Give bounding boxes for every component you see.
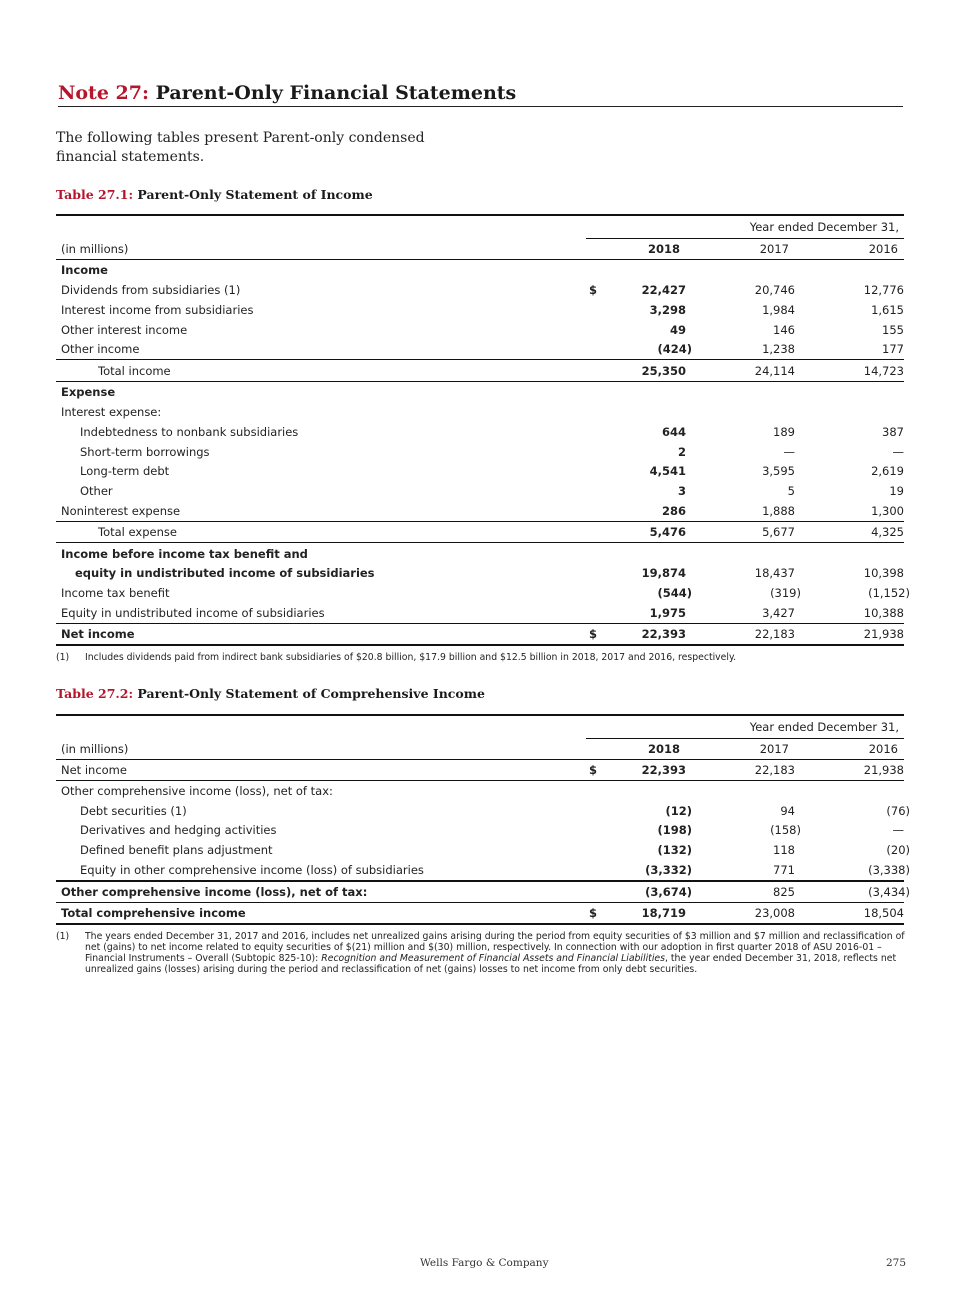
value-2016: (1,152) xyxy=(868,586,910,600)
value-2018: 49 xyxy=(669,323,686,337)
row-label: Other comprehensive income (loss), net of tax: xyxy=(61,784,333,798)
row-label: Total expense xyxy=(98,525,177,539)
column-header-2018: 2018 xyxy=(647,742,680,756)
table-row xyxy=(56,760,904,781)
footnote-number: (1) xyxy=(56,652,70,663)
value-2017: 189 xyxy=(773,425,795,439)
value-2017: 771 xyxy=(773,863,795,877)
row-label: Indebtedness to nonbank subsidiaries xyxy=(80,425,299,439)
note-title: Parent-Only Financial Statements xyxy=(155,82,517,104)
table-title: Parent-Only Statement of Comprehensive Income xyxy=(137,686,485,701)
table-row xyxy=(56,402,904,422)
value-2018: 18,719 xyxy=(641,906,686,920)
value-2016: 21,938 xyxy=(863,627,904,641)
value-2018: 5,476 xyxy=(649,525,686,539)
value-2016: — xyxy=(892,823,904,837)
table-row xyxy=(56,422,904,442)
value-2017: 23,008 xyxy=(754,906,795,920)
unit-label: (in millions) xyxy=(61,742,129,756)
row-label: Equity in other comprehensive income (loss) of subsidiaries xyxy=(80,863,424,877)
year-caption-row xyxy=(56,717,904,737)
note-label: Note 27: xyxy=(58,82,149,104)
footnote-text: Includes dividends paid from indirect bank subsidiaries of $20.8 billion, $17.9 billion and $12.5 billion in 2018, 2017 and 2016, respectively. xyxy=(85,652,737,663)
table-row xyxy=(56,461,904,481)
value-2016: — xyxy=(892,445,904,459)
value-2017: 1,984 xyxy=(762,303,795,317)
value-2017: 146 xyxy=(773,323,795,337)
value-2018: (544) xyxy=(657,586,692,600)
value-2017: 1,888 xyxy=(762,504,795,518)
value-2016: 21,938 xyxy=(863,763,904,777)
intro-paragraph: The following tables present Parent-only condensed financial statements. xyxy=(56,130,425,165)
value-2017: 5,677 xyxy=(762,525,795,539)
footer-company: Wells Fargo & Company xyxy=(420,1257,549,1269)
column-header-2016: 2016 xyxy=(868,742,898,756)
row-label: Other income xyxy=(61,342,140,356)
currency-symbol: $ xyxy=(589,906,598,920)
row-label: Defined benefit plans adjustment xyxy=(80,843,273,857)
row-label: Short-term borrowings xyxy=(80,445,210,459)
value-2018: (424) xyxy=(657,342,692,356)
table-top-rule xyxy=(56,214,904,216)
table-row xyxy=(56,481,904,501)
row-label: Derivatives and hedging activities xyxy=(80,823,277,837)
row-label: Income before income tax benefit and xyxy=(61,547,308,561)
value-2018: (3,332) xyxy=(645,863,692,877)
value-2017: 22,183 xyxy=(754,763,795,777)
value-2016: 12,776 xyxy=(863,283,904,297)
value-2018: 19,874 xyxy=(641,566,686,580)
value-2018: 286 xyxy=(661,504,686,518)
value-2016: 177 xyxy=(882,342,904,356)
table-row-subtotal xyxy=(56,881,910,903)
value-2016: 10,388 xyxy=(863,606,904,620)
value-2018: 2 xyxy=(677,445,686,459)
value-2018: 4,541 xyxy=(649,464,686,478)
note-heading xyxy=(58,82,903,107)
table-row xyxy=(56,280,904,300)
value-2017: 18,437 xyxy=(754,566,795,580)
value-2017: 3,595 xyxy=(762,464,795,478)
value-2016: (3,338) xyxy=(868,863,910,877)
value-2018: 3,298 xyxy=(649,303,686,317)
row-label: Total income xyxy=(98,364,171,378)
value-2016: 14,723 xyxy=(863,364,904,378)
value-2016: 10,398 xyxy=(863,566,904,580)
table-row-total xyxy=(56,361,904,382)
value-2016: 18,504 xyxy=(863,906,904,920)
table-top-rule xyxy=(56,714,904,716)
table-row xyxy=(56,320,904,340)
row-label: Noninterest expense xyxy=(61,504,181,518)
table-row xyxy=(56,820,904,840)
table-row xyxy=(56,300,904,320)
value-2016: 2,619 xyxy=(871,464,904,478)
footer-page-number: 275 xyxy=(886,1257,907,1269)
footnote-text-part: The years ended December 31, 2017 and 2016, includes net unrealized gains arising during the period from equity securities of $3 million and $7 million and reclassification of net (gains) to net income related to equity securities of $(21) million and $(30) million, respectively. In connection with our adoption in first quarter 2018 of ASU 2016-01 – Financial Instruments – Overall (Subtopic 825-10): xyxy=(85,931,905,964)
value-2016: (20) xyxy=(886,843,910,857)
currency-symbol: $ xyxy=(589,763,598,777)
table-row xyxy=(56,563,904,583)
value-2018: (3,674) xyxy=(645,885,692,899)
table-row xyxy=(56,544,904,564)
table-label: Table 27.1: xyxy=(56,187,134,202)
value-2017: 1,238 xyxy=(762,342,795,356)
row-label: Other interest income xyxy=(61,323,188,337)
table-row xyxy=(56,860,910,881)
table-title: Parent-Only Statement of Income xyxy=(137,187,373,202)
table-27-1-title xyxy=(56,187,373,202)
table-row xyxy=(56,801,910,821)
row-label: Debt securities (1) xyxy=(80,804,187,818)
footnote-text-italic: Recognition and Measurement of Financial Assets and Financial Liabilities xyxy=(321,953,665,964)
table-27-2-title xyxy=(56,686,485,701)
value-2017: (158) xyxy=(770,823,801,837)
row-label: Total comprehensive income xyxy=(61,906,246,920)
table-row xyxy=(56,501,904,522)
value-2016: 155 xyxy=(882,323,904,337)
row-label: Long-term debt xyxy=(80,464,170,478)
row-label: Income xyxy=(61,263,108,277)
row-label: Net income xyxy=(61,627,135,641)
table-label: Table 27.2: xyxy=(56,686,134,701)
value-2016: 19 xyxy=(889,484,904,498)
value-2018: 22,393 xyxy=(641,763,686,777)
value-2018: 3 xyxy=(677,484,686,498)
footnote-text-part: , the year ended December 31, 2018, reflects net unrealized gains (losses) arising during the period and reclassification of net (gains) losses to net income from only debt securities. xyxy=(85,953,897,975)
column-header-2018: 2018 xyxy=(647,242,680,256)
table-row xyxy=(56,603,904,624)
value-2016: (3,434) xyxy=(868,885,910,899)
column-header-row xyxy=(56,239,904,259)
value-2016: 1,300 xyxy=(871,504,904,518)
row-label: Net income xyxy=(61,763,127,777)
column-header-2017: 2017 xyxy=(759,242,789,256)
value-2018: (198) xyxy=(657,823,692,837)
table-row-total xyxy=(56,903,904,925)
footnote-number: (1) xyxy=(56,931,70,942)
value-2017: 94 xyxy=(780,804,795,818)
value-2017: — xyxy=(783,445,795,459)
value-2016: (76) xyxy=(886,804,910,818)
row-label: equity in undistributed income of subsidiaries xyxy=(75,566,375,580)
value-2018: 22,427 xyxy=(641,283,686,297)
table-row xyxy=(56,583,910,603)
value-2018: 644 xyxy=(661,425,686,439)
table-row xyxy=(56,339,904,360)
column-header-row xyxy=(56,739,904,759)
value-2018: (12) xyxy=(665,804,692,818)
year-caption-row xyxy=(56,217,904,237)
currency-symbol: $ xyxy=(589,283,598,297)
value-2017: 20,746 xyxy=(754,283,795,297)
currency-symbol: $ xyxy=(589,627,598,641)
value-2016: 4,325 xyxy=(871,525,904,539)
value-2018: 1,975 xyxy=(649,606,686,620)
value-2017: 3,427 xyxy=(762,606,795,620)
value-2018: (132) xyxy=(657,843,692,857)
value-2017: 22,183 xyxy=(754,627,795,641)
year-caption: Year ended December 31, xyxy=(749,720,899,734)
value-2017: (319) xyxy=(770,586,801,600)
column-header-2016: 2016 xyxy=(868,242,898,256)
value-2016: 1,615 xyxy=(871,303,904,317)
value-2017: 5 xyxy=(787,484,795,498)
table-row-total xyxy=(56,522,904,543)
value-2016: 387 xyxy=(882,425,904,439)
row-label: Interest expense: xyxy=(61,405,162,419)
row-label: Expense xyxy=(61,385,116,399)
table-row xyxy=(56,781,904,801)
column-header-2017: 2017 xyxy=(759,742,789,756)
footnote-text xyxy=(85,931,905,975)
row-label: Income tax benefit xyxy=(61,586,170,600)
year-caption: Year ended December 31, xyxy=(749,220,899,234)
row-label: Other xyxy=(80,484,113,498)
table-row-net-income xyxy=(56,624,904,646)
table-row xyxy=(56,442,904,462)
value-2017: 118 xyxy=(773,843,795,857)
value-2017: 825 xyxy=(773,885,795,899)
table-row xyxy=(56,840,910,860)
value-2018: 25,350 xyxy=(641,364,686,378)
table-row xyxy=(56,260,904,280)
unit-label: (in millions) xyxy=(61,242,129,256)
row-label: Interest income from subsidiaries xyxy=(61,303,254,317)
row-label: Equity in undistributed income of subsidiaries xyxy=(61,606,325,620)
table-row xyxy=(56,382,904,402)
row-label: Dividends from subsidiaries (1) xyxy=(61,283,241,297)
row-label: Other comprehensive income (loss), net of tax: xyxy=(61,885,368,899)
value-2017: 24,114 xyxy=(754,364,795,378)
value-2018: 22,393 xyxy=(641,627,686,641)
